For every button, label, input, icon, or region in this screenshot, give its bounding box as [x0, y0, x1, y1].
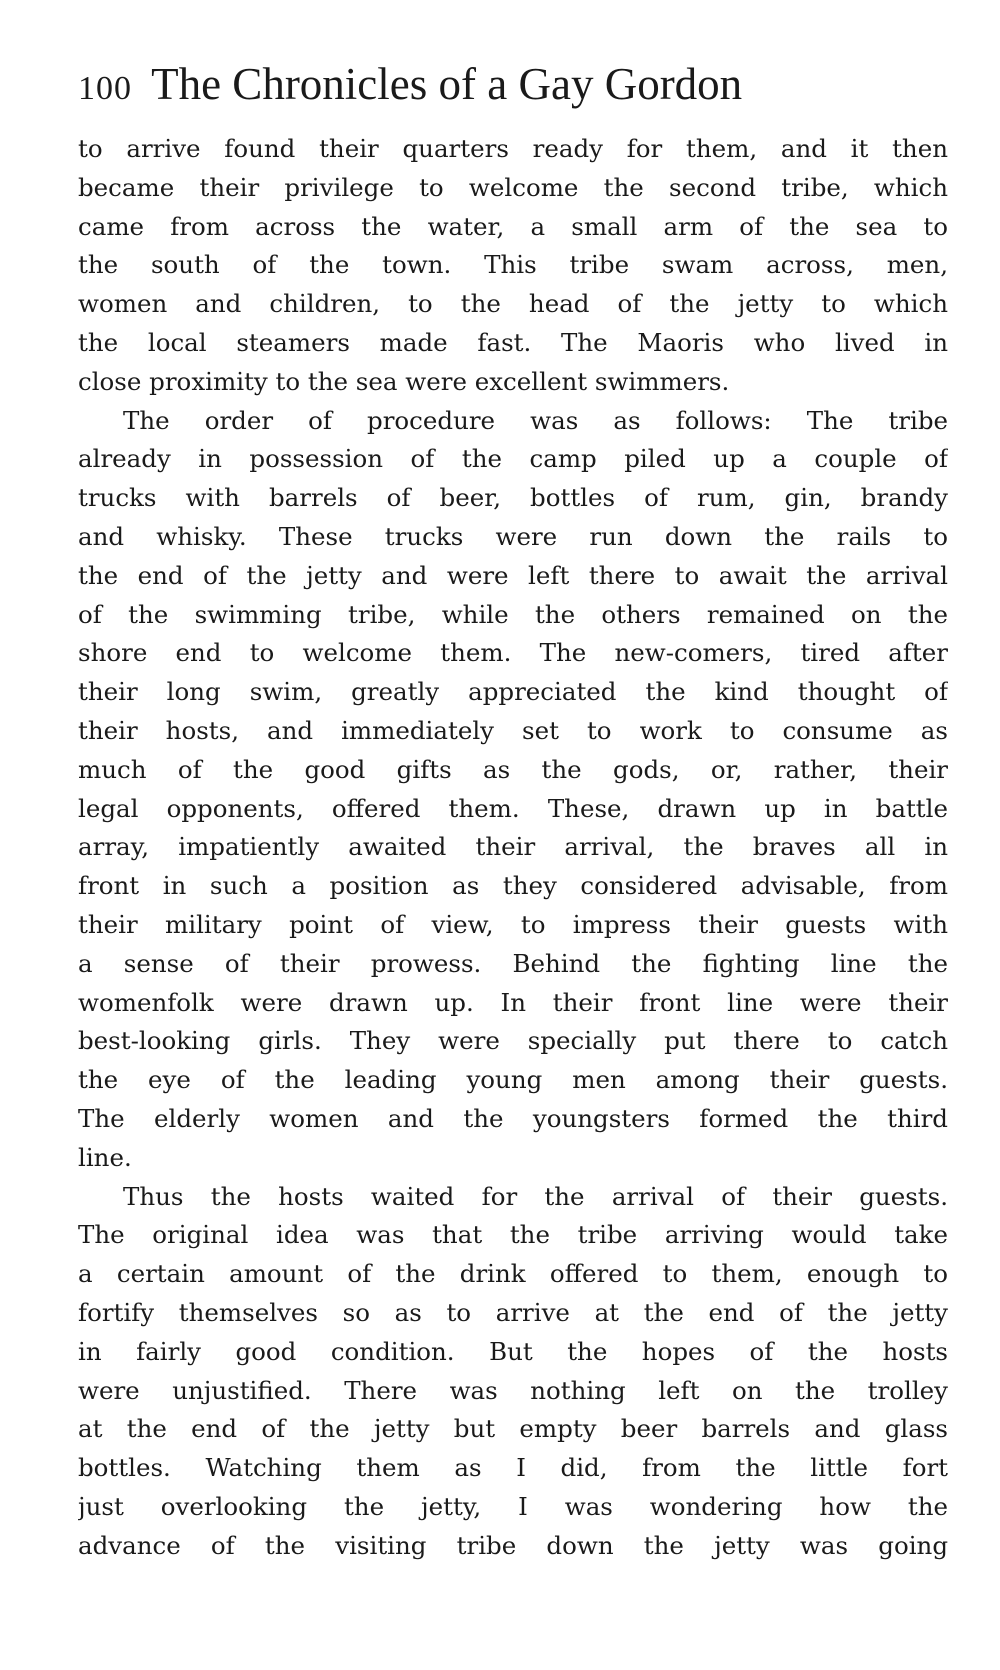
text-line: womenfolk were drawn up. In their front line were their [78, 987, 948, 1017]
text-line: their military point of view, to impress their guests with [78, 909, 948, 939]
text-line: in fairly good condition. But the hopes of the hosts [78, 1336, 948, 1366]
text-line: were unjustified. There was nothing left on the trolley [78, 1375, 948, 1405]
text-line: Thus the hosts waited for the arrival of their guests. [123, 1181, 948, 1211]
text-line: advance of the visiting tribe down the jetty was going [78, 1530, 948, 1560]
running-head [78, 58, 948, 118]
text-line: just overlooking the jetty, I was wondering how the [78, 1491, 948, 1521]
text-line: the local steamers made fast. The Maoris who lived in [78, 327, 948, 357]
text-line: and whisky. These trucks were run down the rails to [78, 521, 948, 551]
text-line: a certain amount of the drink offered to them, enough to [78, 1259, 948, 1289]
text-line: close proximity to the sea were excellent swimmers. [78, 366, 730, 396]
text-line: already in possession of the camp piled up a couple of [78, 444, 948, 474]
text-line: legal opponents, offered them. These, drawn up in battle [78, 793, 948, 823]
text-line: The order of procedure was as follows: The tribe [123, 405, 948, 435]
text-line: shore end to welcome them. The new-comers, tired after [78, 638, 948, 668]
text-line: a sense of their prowess. Behind the fighting line the [78, 948, 948, 978]
text-line: best-looking girls. They were specially put there to catch [78, 1026, 948, 1056]
text-line: line. [78, 1142, 132, 1172]
text-line: at the end of the jetty but empty beer barrels and glass [78, 1414, 948, 1444]
text-line: their long swim, greatly appreciated the kind thought of [78, 677, 948, 707]
text-line: the south of the town. This tribe swam across, men, [78, 250, 948, 280]
page-number: 100 [78, 70, 132, 107]
text-line: much of the good gifts as the gods, or, rather, their [78, 754, 948, 784]
text-line: The original idea was that the tribe arriving would take [78, 1220, 948, 1250]
text-line: the end of the jetty and were left there to await the arrival [78, 560, 948, 590]
text-line: array, impatiently awaited their arrival, the braves all in [78, 832, 948, 862]
text-line: to arrive found their quarters ready for them, and it then [78, 134, 948, 163]
body-text [78, 130, 948, 1565]
text-line: bottles. Watching them as I did, from the little fort [78, 1453, 948, 1483]
text-line: became their privilege to welcome the second tribe, which [78, 172, 948, 202]
text-line: their hosts, and immediately set to work to consume as [78, 715, 948, 745]
text-line: trucks with barrels of beer, bottles of rum, gin, brandy [78, 483, 948, 513]
text-line: the eye of the leading young men among their guests. [78, 1065, 948, 1095]
text-line: of the swimming tribe, while the others remained on the [78, 599, 948, 629]
text-line: came from across the water, a small arm of the sea to [78, 211, 948, 241]
running-title: The Chronicles of a Gay Gordon [151, 59, 743, 109]
text-line: fortify themselves so as to arrive at the end of the jetty [78, 1297, 948, 1327]
text-line: The elderly women and the youngsters formed the third [78, 1103, 948, 1133]
text-line: women and children, to the head of the jetty to which [78, 289, 948, 319]
text-line: front in such a position as they considered advisable, from [78, 871, 948, 901]
